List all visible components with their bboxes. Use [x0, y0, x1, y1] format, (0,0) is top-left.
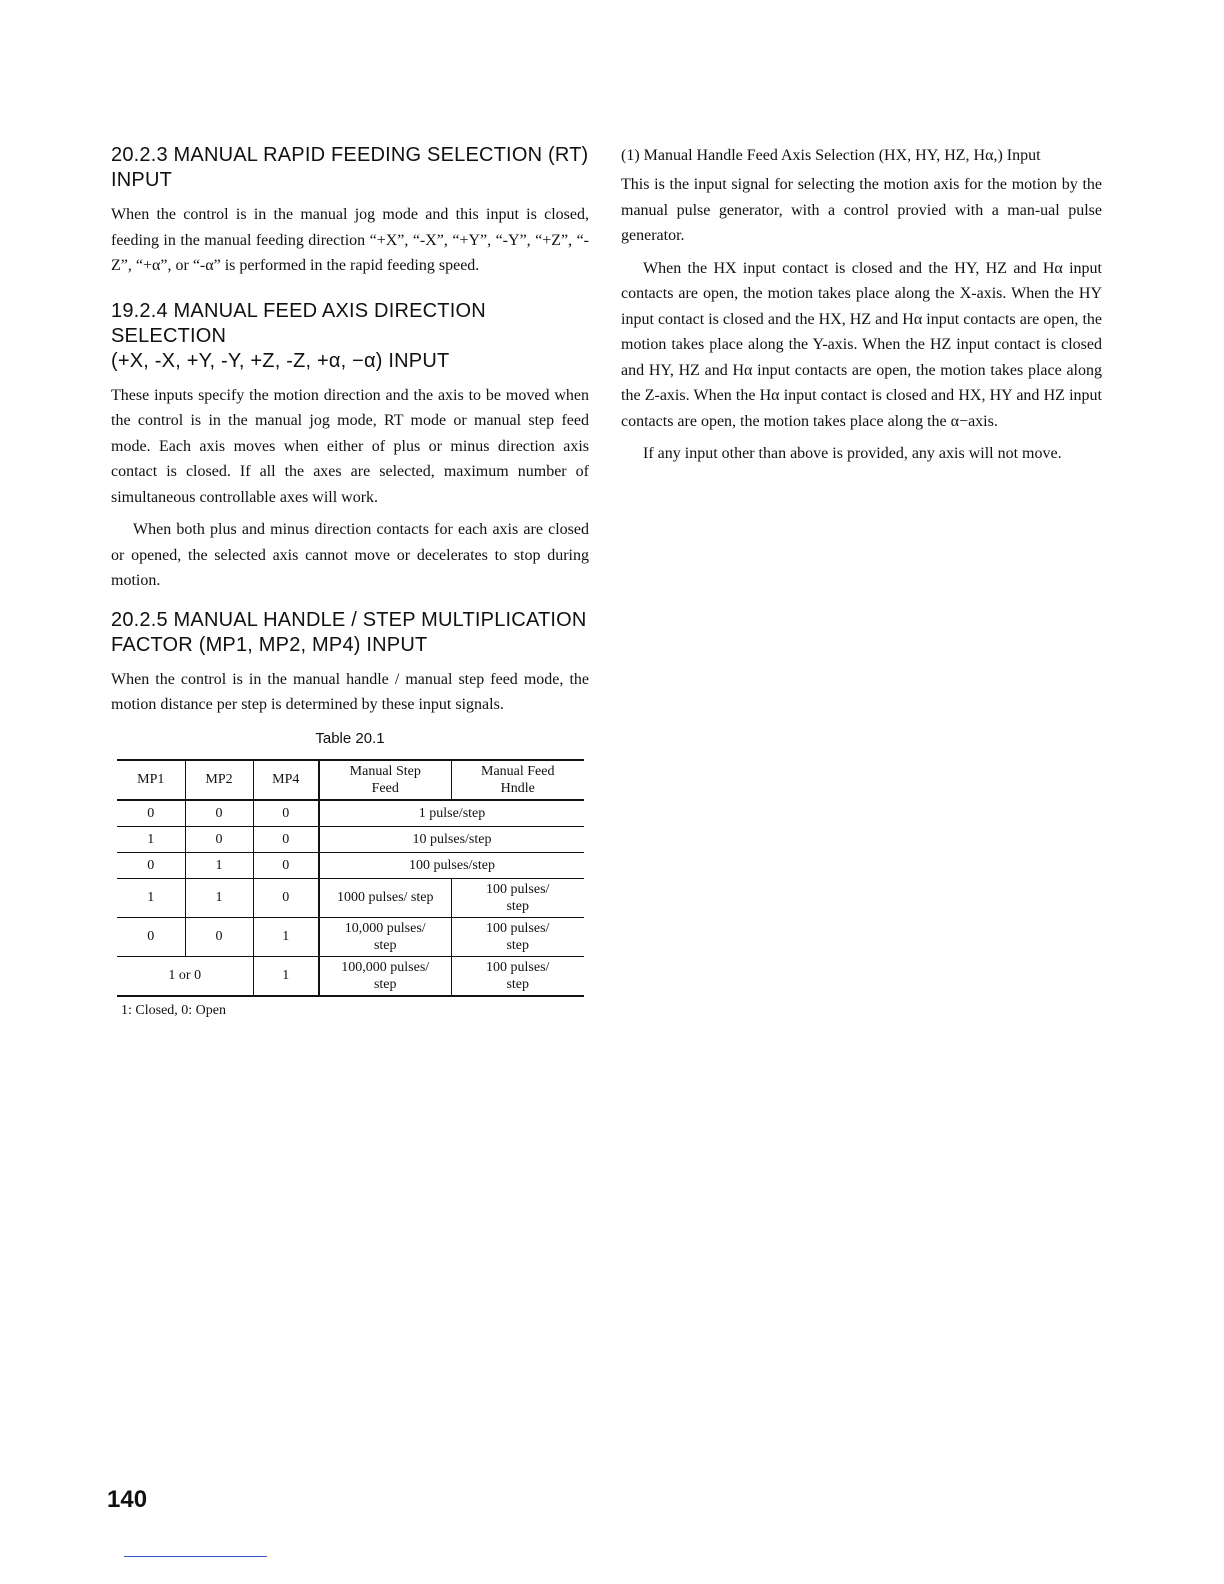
table-caption: Table 20.1 — [315, 729, 385, 747]
table-header-cell: MP2 — [185, 760, 253, 800]
section-heading-multiplication-line1: 20.2.5 MANUAL HANDLE / STEP MULTIPLICATION — [111, 608, 587, 631]
table-cell: 0 — [253, 826, 319, 852]
table-header-cell: MP1 — [117, 760, 185, 800]
table-cell: 0 — [253, 800, 319, 827]
table-cell: 0 — [117, 917, 185, 956]
table-row — [117, 800, 584, 827]
axis-direction-paragraph-1: These inputs specify the motion direction and the axis to be moved when the control is in the manual jog mode, RT mode or manual step feed mode. Each axis moves when either of plus or minus direction axis contact is closed. If all the axes are selected, maximum number of simultaneous controllable axes will work. — [111, 386, 589, 506]
rt-paragraph: When the control is in the manual jog mode and this input is closed, feeding in the manual feeding direction “+X”, “-X”, “+Y”, “-Y”, “+Z”, “-Z”, “+α”, or “-α” is performed in the rapid feeding speed. — [111, 206, 589, 274]
table-cell: 1 — [117, 826, 185, 852]
table-note: 1: Closed, 0: Open — [121, 1002, 226, 1018]
table-row — [117, 956, 584, 996]
handle-axis-paragraph-3: If any input other than above is provided, any axis will not move. — [643, 445, 1062, 462]
table-cell: 1000 pulses/ step — [319, 878, 451, 917]
table-cell: 0 — [117, 852, 185, 878]
table-cell: 0 — [185, 800, 253, 827]
right-column — [621, 143, 1102, 474]
handle-axis-paragraph-2: When the HX input contact is closed and the HY, HZ and Hα input contacts are open, the motion takes place along the X-axis. When the HY input contact is closed and the HX, HZ and Hα input contacts are open, the motion takes place along the Y-axis. When the HZ input contact is closed and HY, HZ and Hα input contacts are open, the motion takes place along the Z-axis. When the Hα input contact is closed and HX, HY and HZ input contacts are open, the motion takes place along the α−axis. — [621, 259, 1102, 430]
multiplication-table — [117, 759, 584, 997]
table-row — [117, 878, 584, 917]
footer-rule — [124, 1556, 267, 1557]
handle-axis-paragraph-1: This is the input signal for selecting the motion axis for the motion by the manual pulse generator, with a control provied with a man-ual pulse generator. — [621, 176, 1102, 244]
table-header-cell: Manual Feed Hndle — [451, 760, 584, 800]
table-cell: 1 — [185, 878, 253, 917]
section-heading-rt-line1: 20.2.3 MANUAL RAPID FEEDING SELECTION (RT) — [111, 144, 589, 166]
table-cell: 100 pulses/step — [319, 852, 584, 878]
table-row — [117, 917, 584, 956]
section-heading-rt-line2: INPUT — [111, 169, 172, 191]
table-cell: 0 — [185, 826, 253, 852]
section-heading-rt — [111, 143, 589, 193]
axis-direction-paragraph-2: When both plus and minus direction contacts for each axis are closed or opened, the selected axis cannot move or decelerates to stop during motion. — [111, 521, 589, 589]
section-heading-multiplication-line2: FACTOR (MP1, MP2, MP4) INPUT — [111, 633, 428, 656]
table-header-row — [117, 760, 584, 800]
table-cell: 0 — [253, 878, 319, 917]
section-heading-axis-direction-line2: (+X, -X, +Y, -Y, +Z, -Z, +α, −α) INPUT — [111, 349, 450, 372]
table-cell: 100 pulses/ step — [451, 878, 584, 917]
left-column — [111, 143, 589, 1019]
table-row — [117, 852, 584, 878]
table-cell: 1 — [185, 852, 253, 878]
multiplication-paragraph: When the control is in the manual handle / manual step feed mode, the motion distance per step is determined by these input signals. — [111, 670, 589, 713]
section-heading-multiplication — [111, 608, 589, 658]
table-cell: 0 — [117, 800, 185, 827]
table-cell: 100 pulses/ step — [451, 917, 584, 956]
table-cell: 10 pulses/step — [319, 826, 584, 852]
page-number: 140 — [107, 1486, 148, 1513]
section-heading-axis-direction-line1: 19.2.4 MANUAL FEED AXIS DIRECTION SELECTION — [111, 299, 486, 347]
table-cell: 1 — [117, 878, 185, 917]
table-cell: 1 or 0 — [117, 956, 253, 996]
table-cell: 1 — [253, 917, 319, 956]
handle-axis-heading: (1) Manual Handle Feed Axis Selection (HX, HY, HZ, Hα,) Input — [621, 147, 1041, 164]
table-cell: 0 — [185, 917, 253, 956]
table-cell: 1 — [253, 956, 319, 996]
table-cell: 100,000 pulses/ step — [319, 956, 451, 996]
table-header-cell: MP4 — [253, 760, 319, 800]
table-cell: 100 pulses/ step — [451, 956, 584, 996]
table-row — [117, 826, 584, 852]
table-cell: 0 — [253, 852, 319, 878]
table-cell: 1 pulse/step — [319, 800, 584, 827]
table-cell: 10,000 pulses/ step — [319, 917, 451, 956]
section-heading-axis-direction — [111, 299, 589, 374]
table-header-cell: Manual Step Feed — [319, 760, 451, 800]
